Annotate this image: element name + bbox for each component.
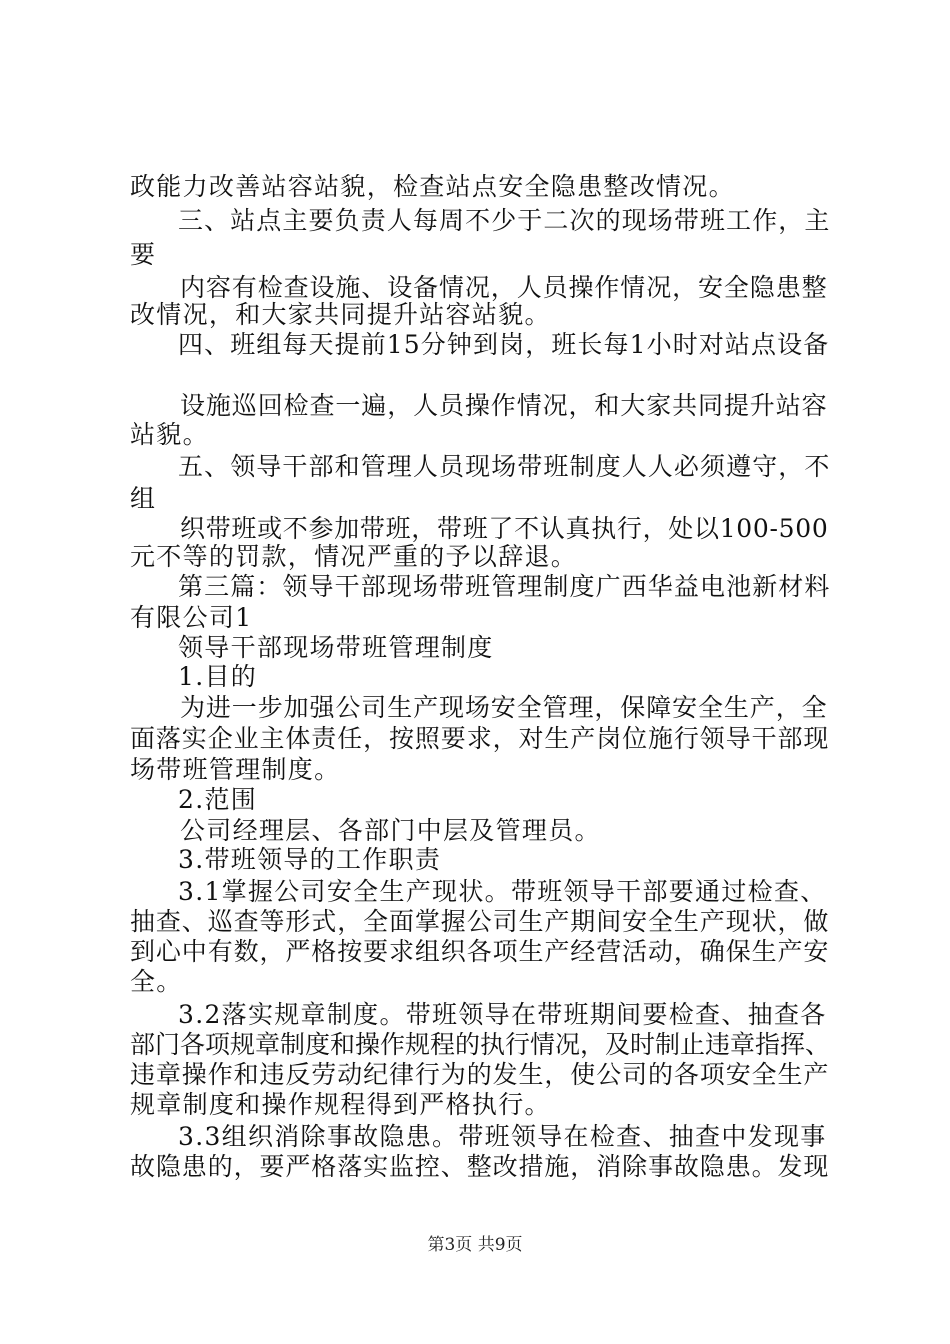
text-line: 全。 (130, 967, 183, 996)
text-line: 故隐患的，要严格落实监控、整改措施，消除事故隐患。发现 (130, 1152, 830, 1181)
text-line: 3.1掌握公司安全生产现状。带班领导干部要通过检查、 (178, 877, 827, 906)
text-line: 要 (130, 240, 157, 269)
text-line: 设施巡回检查一遍，人员操作情况，和大家共同提升站容 (180, 391, 828, 420)
text-line: 三、站点主要负责人每周不少于二次的现场带班工作，主 (178, 206, 831, 235)
section-heading: 1.目的 (178, 662, 258, 691)
section-heading: 3.带班领导的工作职责 (178, 845, 442, 874)
text-line: 四、班组每天提前15分钟到岗，班长每1小时对站点设备 (178, 330, 830, 359)
text-line: 织带班或不参加带班，带班了不认真执行，处以100-500 (180, 514, 829, 543)
text-line: 规章制度和操作规程得到严格执行。 (130, 1090, 551, 1119)
text-line: 内容有检查设施、设备情况，人员操作情况，安全隐患整 (180, 273, 828, 302)
text-line: 3.2落实规章制度。带班领导在带班期间要检查、抽查各 (178, 1000, 827, 1029)
text-line: 政能力改善站容站貌，检查站点安全隐患整改情况。 (130, 172, 735, 201)
text-line: 组 (130, 484, 157, 513)
text-line: 站貌。 (130, 420, 209, 449)
text-line: 改情况，和大家共同提升站容站貌。 (130, 300, 551, 329)
document-title: 领导干部现场带班管理制度 (178, 633, 494, 662)
text-line: 到心中有数，严格按要求组织各项生产经营活动，确保生产安 (130, 937, 830, 966)
text-line: 五、领导干部和管理人员现场带班制度人人必须遵守，不 (178, 452, 831, 481)
text-line: 违章操作和违反劳动纪律行为的发生，使公司的各项安全生产 (130, 1060, 830, 1089)
section-heading: 2.范围 (178, 785, 258, 814)
text-line: 公司经理层、各部门中层及管理员。 (180, 816, 601, 845)
text-line: 为进一步加强公司生产现场安全管理，保障安全生产，全 (180, 693, 828, 722)
text-line: 3.3组织消除事故隐患。带班领导在检查、抽查中发现事 (178, 1122, 827, 1151)
text-line: 元不等的罚款，情况严重的予以辞退。 (130, 542, 578, 571)
section-heading: 第三篇：领导干部现场带班管理制度广西华益电池新材料 (178, 572, 831, 601)
text-line: 部门各项规章制度和操作规程的执行情况，及时制止违章指挥、 (130, 1030, 831, 1059)
text-line: 面落实企业主体责任，按照要求，对生产岗位施行领导干部现 (130, 724, 830, 753)
text-line: 抽查、巡查等形式，全面掌握公司生产期间安全生产现状，做 (130, 907, 830, 936)
text-line: 场带班管理制度。 (130, 755, 341, 784)
page-number: 第3页 共9页 (427, 1235, 523, 1255)
text-line: 有限公司1 (130, 603, 253, 632)
